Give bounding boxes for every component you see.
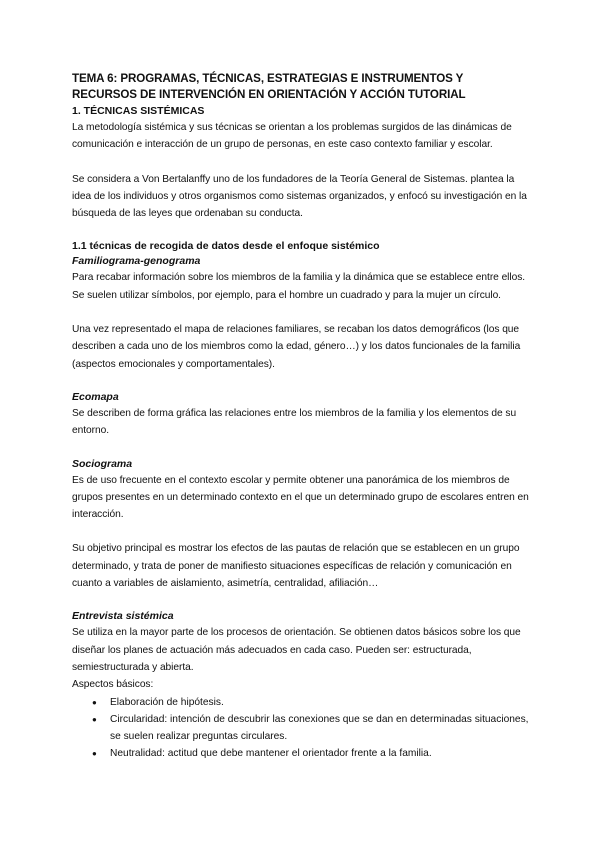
- subheading-ecomapa: Ecomapa: [72, 390, 119, 403]
- paragraph: La metodología sistémica y sus técnicas se orientan a los problemas surgidos de las dinámicas de comunicación e interacción de un grupo de personas, en este caso contexto familiar y escolar.: [72, 122, 512, 151]
- aspects-label: Aspectos básicos:: [72, 679, 154, 691]
- list-item: ● Neutralidad: actitud que debe mantener el orientador frente a la familia.: [92, 745, 530, 762]
- paragraph: Se utiliza en la mayor parte de los procesos de orientación. Se obtienen datos básicos sobre los que diseñar los planes de actuación más adecuados en cada caso. Pueden ser: estructurada, semiestructurada y abierta.: [72, 627, 521, 673]
- paragraph: Su objetivo principal es mostrar los efectos de las pautas de relación que se establecen en un grupo determinado, y trata de poner de manifiesto situaciones específicas de relación y comunicación en cuanto a variables de aislamiento, asimetría, centralidad, afiliación…: [72, 543, 520, 590]
- paragraph: Se describen de forma gráfica las relaciones entre los miembros de la familia y los elementos de su entorno.: [72, 407, 517, 437]
- subheading-entrevista: Entrevista sistémica: [72, 610, 174, 623]
- subheading-sociograma: Sociograma: [72, 457, 133, 470]
- subheading-familiograma: Familiograma-genograma: [72, 255, 201, 268]
- paragraph: Para recabar información sobre los miembros de la familia y la dinámica que se establece entre ellos. Se suelen utilizar símbolos, por ejemplo, para el hombre un cuadrado y para la mujer un círculo.: [72, 272, 526, 301]
- section-heading-1: 1. TÉCNICAS SISTÉMICAS: [72, 105, 205, 117]
- paragraph: Es de uso frecuente en el contexto escolar y permite obtener una panorámica de los miembros de grupos presentes en un determinado contexto en el que un determinado grupo de escolares entren en interacción.: [72, 474, 529, 521]
- list-item: ● Elaboración de hipótesis.: [92, 694, 530, 711]
- document-title: TEMA 6: PROGRAMAS, TÉCNICAS, ESTRATEGIAS E INSTRUMENTOS Y RECURSOS DE INTERVENCIÓN EN ORIENTACIÓN Y ACCIÓN TUTORIAL: [72, 72, 466, 101]
- list-item: ● Circularidad: intención de descubrir las conexiones que se dan en determinadas situaciones, se suelen realizar preguntas circulares.: [92, 711, 530, 746]
- paragraph: Una vez representado el mapa de relaciones familiares, se recaban los datos demográficos (los que describen a cada uno de los miembros como la edad, género…) y los datos funcionales de la familia (aspectos emocionales y comportamentales).: [72, 324, 521, 370]
- paragraph: Se considera a Von Bertalanffy uno de los fundadores de la Teoría General de Sistemas. plantea la idea de los individuos y otros organismos como sistemas organizados, y enfocó su investigación en la búsqueda de las leyes que ordenaban su conducta.: [72, 173, 527, 220]
- bullet-list: [72, 694, 530, 763]
- section-heading-1-1: 1.1 técnicas de recogida de datos desde el enfoque sistémico: [72, 240, 380, 253]
